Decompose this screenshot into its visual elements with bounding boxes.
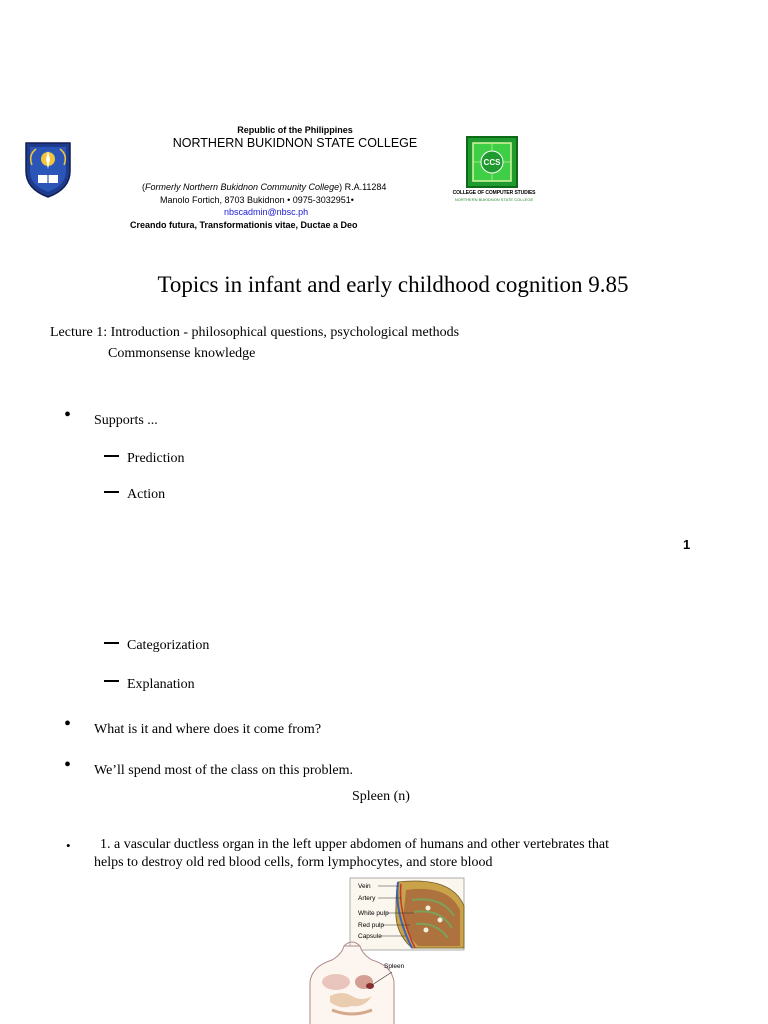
formerly-open: ( [142,182,145,192]
list-item-action: Action [127,487,166,502]
header-motto: Creando futura, Transformationis vitae, Ductae a Deo [130,220,358,230]
definition-bullet: • [66,838,71,853]
document-title: Topics in infant and early childhood cognition 9.85 [157,272,629,297]
dash-marker [104,680,119,682]
figure-label-white-pulp: White pulp [358,910,389,917]
formerly-name: Formerly Northern Bukidnon Community College [145,182,340,192]
page-number: 1 [683,537,691,552]
figure-label-vein: Vein [358,883,371,890]
figure-label-artery: Artery [358,895,376,902]
bullet-marker: • [64,754,72,776]
figure-label-capsule: Capsule [358,933,382,940]
list-item-spend: We’ll spend most of the class on this problem. [94,763,353,778]
bullet-marker: • [64,713,72,735]
ccs-caption-title: COLLEGE OF COMPUTER STUDIES [452,190,536,196]
list-item-supports: Supports ... [94,413,158,428]
figure-label-spleen: Spleen [384,963,405,970]
formerly-ra: ) R.A.11284 [339,182,387,192]
header-email-link[interactable]: nbscadmin@nbsc.ph [224,207,309,217]
header-republic: Republic of the Philippines [237,125,353,135]
list-item-categorization: Categorization [127,638,210,653]
lecture-heading: Lecture 1: Introduction - philosophical questions, psychological methods [50,325,460,340]
list-item-explanation: Explanation [127,677,195,692]
dash-marker [104,455,119,457]
ccs-logo-mark: CCS [483,158,501,167]
spleen-anatomy-figure [302,872,468,1024]
spleen-heading: Spleen (n) [352,789,410,804]
lecture-subheading: Commonsense knowledge [108,346,256,361]
ccs-logo [466,136,518,188]
header-address: Manolo Fortich, 8703 Bukidnon • 0975-3032951• [160,195,354,205]
figure-label-red-pulp: Red pulp [358,922,385,929]
list-item-what-is-it: What is it and where does it come from? [94,722,322,737]
header-college-name: NORTHERN BUKIDNON STATE COLLEGE [172,136,418,150]
dash-marker [104,491,119,493]
header-formerly [142,182,386,192]
college-seal-logo [24,141,72,199]
definition-line-2: helps to destroy old red blood cells, form lymphocytes, and store blood [94,855,493,870]
definition-line-1: 1. a vascular ductless organ in the left upper abdomen of humans and other vertebrates that [100,837,610,852]
list-item-prediction: Prediction [127,451,185,466]
spleen-organ [366,983,374,989]
bullet-marker: • [64,404,72,426]
ccs-caption-subtitle: NORTHERN BUKIDNON STATE COLLEGE [454,197,534,202]
dash-marker [104,642,119,644]
